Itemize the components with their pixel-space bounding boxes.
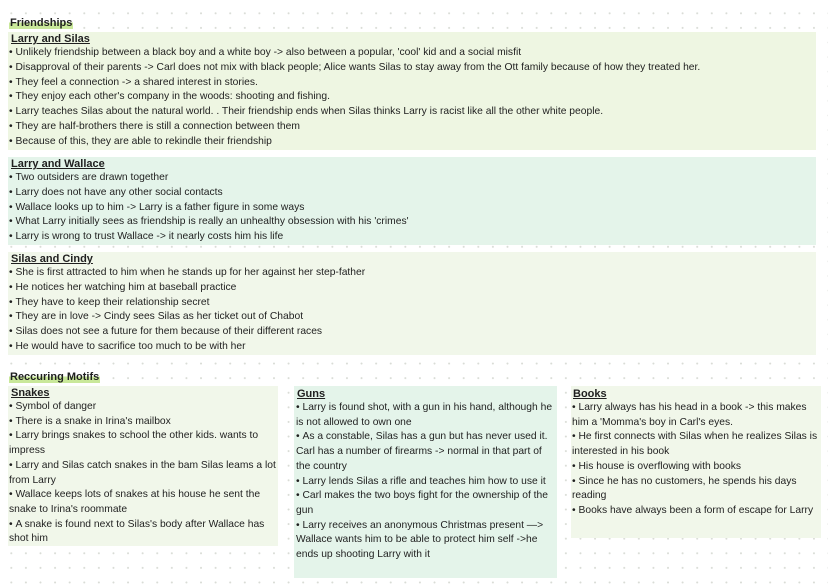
list-item: • Larry always has his head in a book -> this makes him a 'Momma's boy in Carl's eyes. [572, 401, 821, 430]
books-panel [571, 386, 821, 538]
list-item: • Books have always been a form of escape for Larry [572, 504, 821, 519]
list-item: • Symbol of danger [9, 400, 277, 415]
list-item: • His house is overflowing with books [572, 460, 821, 475]
friendships-heading: Friendships [10, 17, 73, 29]
snakes-title: Snakes [11, 387, 50, 399]
list-item: • Silas does not see a future for them because of their different races [9, 325, 365, 340]
motifs-heading: Reccuring Motifs [10, 371, 100, 383]
list-item: • Two outsiders are drawn together [9, 171, 409, 186]
snakes-list [9, 400, 277, 547]
books-title: Books [573, 388, 607, 400]
larry-silas-list [9, 46, 700, 150]
list-item: • Larry teaches Silas about the natural world. . Their friendship ends when Silas thinks Larry is racist like all the other white people. [9, 105, 700, 120]
list-item: • She is first attracted to him when he stands up for her against her step-father [9, 266, 365, 281]
list-item: • He notices her watching him at baseball practice [9, 281, 365, 296]
list-item: • They have to keep their relationship secret [9, 296, 365, 311]
list-item: • Larry and Silas catch snakes in the bam Silas leams a lot from Larry [9, 459, 277, 488]
larry-wallace-panel [8, 157, 816, 245]
list-item: • They enjoy each other's company in the woods: shooting and fishing. [9, 90, 700, 105]
list-item: • Larry lends Silas a rifle and teaches him how to use it [296, 475, 557, 490]
list-item: • Larry receives an anonymous Christmas present —> Wallace wants him to be able to protect him self ->he ends up shooting Larry with it [296, 519, 557, 563]
list-item: • Because of this, they are able to rekindle their friendship [9, 135, 700, 150]
larry-wallace-title: Larry and Wallace [11, 158, 105, 170]
list-item: • What Larry initially sees as friendship is really an unhealthy obsession with his 'crimes' [9, 215, 409, 230]
list-item: • Wallace keeps lots of snakes at his house he sent the snake to Irina's roommate [9, 488, 277, 517]
list-item: • Larry does not have any other social contacts [9, 186, 409, 201]
larry-silas-title: Larry and Silas [11, 33, 90, 45]
list-item: • Disapproval of their parents -> Carl does not mix with black people; Alice wants Silas to stay away from the Ott family because of how they treated her. [9, 61, 700, 76]
larry-wallace-list [9, 171, 409, 245]
list-item: • He would have to sacrifice too much to be with her [9, 340, 365, 355]
list-item: • Larry is found shot, with a gun in his hand, although he is not allowed to own one [296, 401, 557, 430]
larry-silas-panel [8, 32, 816, 150]
list-item: • As a constable, Silas has a gun but has never used it. Carl has a number of firearms -> normal in that part of the country [296, 430, 557, 474]
snakes-panel [8, 386, 278, 546]
guns-list [296, 401, 557, 563]
list-item: • Larry brings snakes to school the other kids. wants to impress [9, 429, 277, 458]
guns-panel [294, 386, 557, 578]
list-item: • Wallace looks up to him -> Larry is a father figure in some ways [9, 201, 409, 216]
list-item: • Since he has no customers, he spends his days reading [572, 475, 821, 504]
silas-cindy-panel [8, 252, 816, 355]
silas-cindy-list [9, 266, 365, 355]
guns-title: Guns [297, 388, 326, 400]
list-item: • They feel a connection -> a shared interest in stories. [9, 76, 700, 91]
silas-cindy-title: Silas and Cindy [11, 253, 93, 265]
list-item: • A snake is found next to Silas's body after Wallace has shot him [9, 518, 277, 547]
books-list [572, 401, 821, 519]
list-item: • He first connects with Silas when he realizes Silas is interested in his book [572, 430, 821, 459]
list-item: • They are in love -> Cindy sees Silas as her ticket out of Chabot [9, 310, 365, 325]
list-item: • They are half-brothers there is still a connection between them [9, 120, 700, 135]
list-item: • Unlikely friendship between a black boy and a white boy -> also between a popular, 'cool' kid and a social misfit [9, 46, 700, 61]
list-item: • Carl makes the two boys fight for the ownership of the gun [296, 489, 557, 518]
list-item: • There is a snake in Irina's mailbox [9, 415, 277, 430]
list-item: • Larry is wrong to trust Wallace -> it nearly costs him his life [9, 230, 409, 245]
